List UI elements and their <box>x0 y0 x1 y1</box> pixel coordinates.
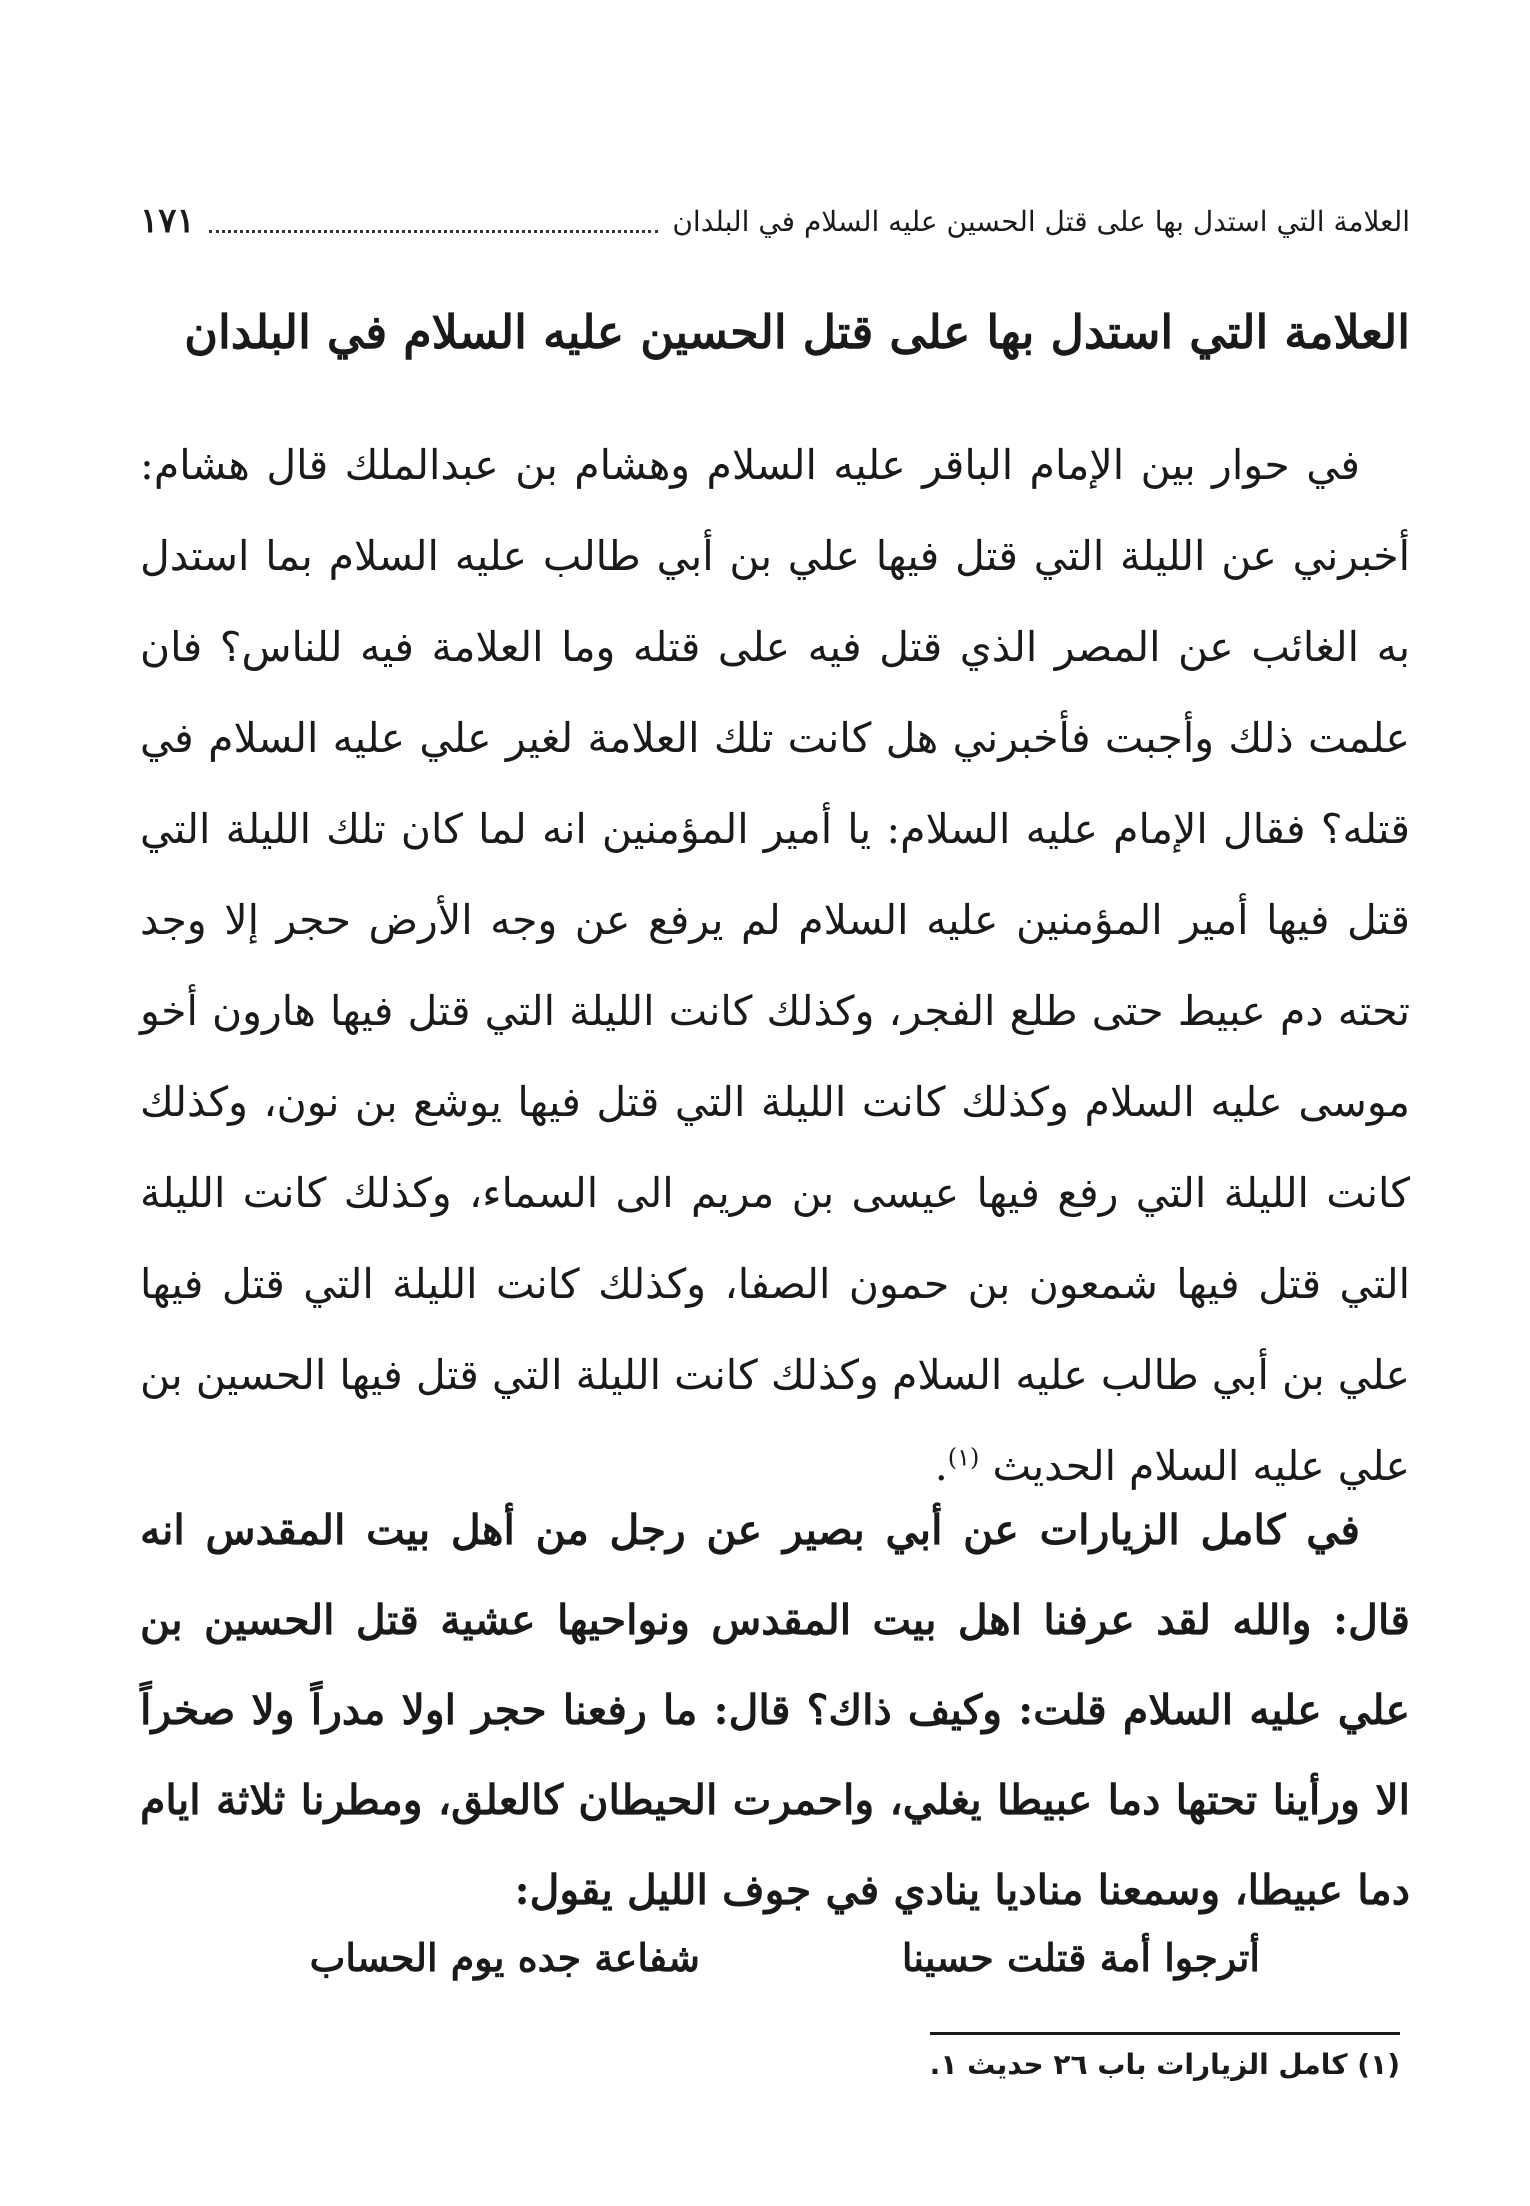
paragraph-dialogue-body: في حوار بين الإمام الباقر عليه السلام وهشام بن عبدالملك قال هشام: أخبرني عن الليلة التي قتل فيها علي بن أبي طالب عليه السلام بما استدل به الغائب عن المصر الذي قتل فيه على قتله وما العلامة فيه للناس؟ فان علمت ذلك وأجبت فأخبرني هل كانت تلك العلامة لغير علي عليه السلام في قتله؟ فقال الإمام عليه السلام: يا أمير المؤمنين انه لما كان تلك الليلة التي قتل فيها أمير المؤمنين عليه السلام لم يرفع عن وجه الأرض حجر إلا وجد تحته دم عبيط حتى طلع الفجر، وكذلك كانت الليلة التي قتل فيها هارون أخو موسى عليه السلام وكذلك كانت الليلة التي قتل فيها يوشع بن نون، وكذلك كانت الليلة التي رفع فيها عيسى بن مريم الى السماء، وكذلك كانت الليلة التي قتل فيها شمعون بن حمون الصفا، وكذلك كانت الليلة التي قتل فيها علي بن أبي طالب عليه السلام وكذلك كانت الليلة التي قتل فيها الحسين بن علي عليه السلام الحديث <box>140 441 1410 1490</box>
running-header <box>140 196 1410 246</box>
footnote-divider <box>930 2032 1400 2035</box>
paragraph-kamil-ziyarat <box>140 1485 1410 1935</box>
section-heading: العلامة التي استدل بها على قتل الحسين عليه السلام في البلدان <box>184 305 1410 359</box>
running-header-title: العلامة التي استدل بها على قتل الحسين عليه السلام في البلدان <box>672 204 1410 238</box>
page-number: ١٧١ <box>140 201 195 241</box>
footnote: (١) كامل الزيارات باب ٢٦ حديث ١. <box>929 2048 1400 2081</box>
paragraph-dialogue-end: . <box>934 1442 948 1490</box>
poem-second-hemistich: شفاعة جده يوم الحساب <box>309 1935 700 1980</box>
poem-first-hemistich: أترجوا أمة قتلت حسينا <box>901 1935 1260 1980</box>
paragraph-dialogue-text <box>140 420 1410 1512</box>
footnote-marker: (١) <box>947 1443 980 1472</box>
poem-verse <box>140 1935 1410 1995</box>
paragraph-dialogue <box>140 420 1410 1512</box>
leader-dots <box>209 230 659 233</box>
book-page <box>140 0 1410 2206</box>
paragraph-kamil-ziyarat-text: في كامل الزيارات عن أبي بصير عن رجل من أهل بيت المقدس انه قال: والله لقد عرفنا اهل بيت المقدس ونواحيها عشية قتل الحسين بن علي عليه السلام قلت: وكيف ذاك؟ قال: ما رفعنا حجر اولا مدراً ولا صخراً الا ورأينا تحتها دما عبيطا يغلي، واحمرت الحيطان كالعلق، ومطرنا ثلاثة ايام دما عبيطا، وسمعنا مناديا ينادي في جوف الليل يقول: <box>140 1506 1410 1914</box>
